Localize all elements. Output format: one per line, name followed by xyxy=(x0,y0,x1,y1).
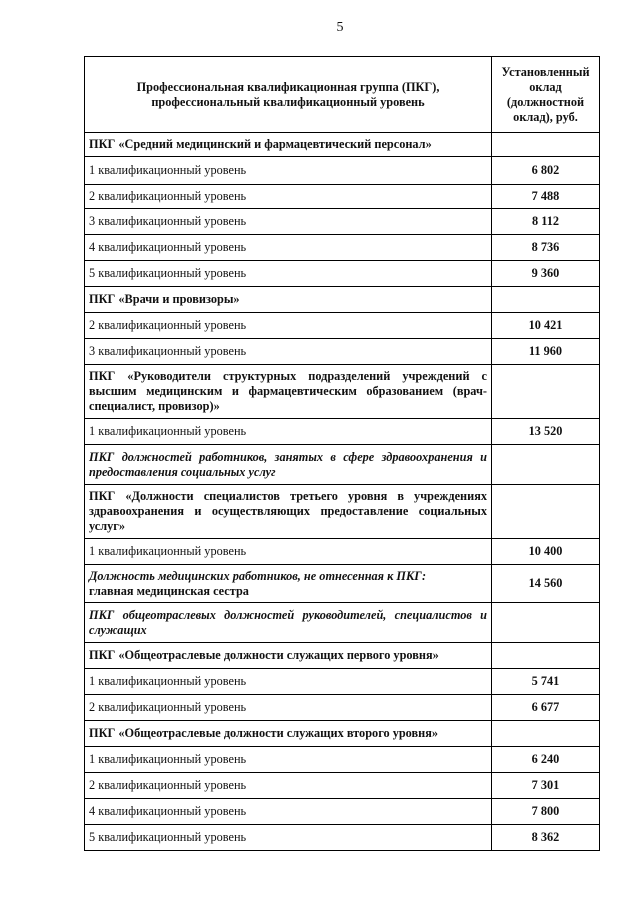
group-category-cell: ПКГ должностей работников, занятых в сфере здравоохранения и предоставления социальных услуг xyxy=(85,445,492,485)
level-name-cell: 1 квалификационный уровень xyxy=(85,539,492,565)
page-number: 5 xyxy=(336,20,344,35)
table-row xyxy=(85,565,600,603)
group-category-cell: ПКГ общеотраслевых должностей руководителей, специалистов и служащих xyxy=(85,603,492,643)
salary-cell xyxy=(492,603,600,643)
table-row xyxy=(85,261,600,287)
group-name-cell: ПКГ «Общеотраслевые должности служащих второго уровня» xyxy=(85,721,492,747)
level-name-cell: 2 квалификационный уровень xyxy=(85,313,492,339)
salary-cell: 10 400 xyxy=(492,539,600,565)
salary-cell xyxy=(492,721,600,747)
level-name-cell: 1 квалификационный уровень xyxy=(85,747,492,773)
salary-cell xyxy=(492,287,600,313)
group-name-cell: ПКГ «Должности специалистов третьего уровня в учреждениях здравоохранения и осуществляющих предоставление социальных услуг» xyxy=(85,485,492,539)
table-row xyxy=(85,339,600,365)
level-name-cell: 4 квалификационный уровень xyxy=(85,799,492,825)
group-name-cell: ПКГ «Общеотраслевые должности служащих первого уровня» xyxy=(85,643,492,669)
table-row xyxy=(85,209,600,235)
table-row xyxy=(85,669,600,695)
salary-cell: 6 240 xyxy=(492,747,600,773)
salary-cell xyxy=(492,643,600,669)
salary-cell: 6 802 xyxy=(492,157,600,185)
position-category-label: Должность медицинских работников, не отнесенная к ПКГ: xyxy=(89,568,427,583)
salary-cell: 11 960 xyxy=(492,339,600,365)
salary-cell: 8 736 xyxy=(492,235,600,261)
salary-cell: 7 488 xyxy=(492,185,600,209)
level-name-cell: 5 квалификационный уровень xyxy=(85,825,492,851)
level-name-cell: 3 квалификационный уровень xyxy=(85,339,492,365)
table-row xyxy=(85,825,600,851)
salary-cell: 14 560 xyxy=(492,565,600,603)
header-salary-column: Установленный оклад (должностной оклад), руб. xyxy=(492,57,600,133)
group-name-cell: ПКГ «Средний медицинский и фармацевтический персонал» xyxy=(85,133,492,157)
position-name-cell xyxy=(85,565,492,603)
salary-cell: 7 301 xyxy=(492,773,600,799)
level-name-cell: 1 квалификационный уровень xyxy=(85,419,492,445)
group-name-cell: ПКГ «Врачи и провизоры» xyxy=(85,287,492,313)
level-name-cell: 2 квалификационный уровень xyxy=(85,185,492,209)
table-row xyxy=(85,185,600,209)
salary-cell: 10 421 xyxy=(492,313,600,339)
level-name-cell: 2 квалификационный уровень xyxy=(85,773,492,799)
group-name-cell: ПКГ «Руководители структурных подразделений учреждений с высшим медицинским и фармацевтическим образованием (врач-специалист, провизор)» xyxy=(85,365,492,419)
table-row xyxy=(85,747,600,773)
salary-cell: 8 112 xyxy=(492,209,600,235)
level-name-cell: 1 квалификационный уровень xyxy=(85,669,492,695)
table-row xyxy=(85,603,600,643)
salary-cell: 13 520 xyxy=(492,419,600,445)
level-name-cell: 5 квалификационный уровень xyxy=(85,261,492,287)
level-name-cell: 3 квалификационный уровень xyxy=(85,209,492,235)
table-row xyxy=(85,419,600,445)
salary-table xyxy=(84,56,600,851)
table-row xyxy=(85,695,600,721)
table-body xyxy=(85,133,600,851)
table-row xyxy=(85,313,600,339)
table-header-row xyxy=(85,57,600,133)
salary-cell xyxy=(492,445,600,485)
level-name-cell: 1 квалификационный уровень xyxy=(85,157,492,185)
table-row xyxy=(85,445,600,485)
salary-cell: 7 800 xyxy=(492,799,600,825)
level-name-cell: 2 квалификационный уровень xyxy=(85,695,492,721)
table-row xyxy=(85,799,600,825)
table-row xyxy=(85,485,600,539)
table-row xyxy=(85,157,600,185)
salary-cell: 9 360 xyxy=(492,261,600,287)
table-row xyxy=(85,539,600,565)
table-row xyxy=(85,773,600,799)
level-name-cell: 4 квалификационный уровень xyxy=(85,235,492,261)
salary-cell xyxy=(492,365,600,419)
table-row xyxy=(85,235,600,261)
salary-cell: 6 677 xyxy=(492,695,600,721)
position-title-label: главная медицинская сестра xyxy=(89,583,249,598)
salary-cell xyxy=(492,133,600,157)
salary-cell: 8 362 xyxy=(492,825,600,851)
table-row xyxy=(85,133,600,157)
salary-cell xyxy=(492,485,600,539)
table-row xyxy=(85,643,600,669)
table-row xyxy=(85,721,600,747)
salary-cell: 5 741 xyxy=(492,669,600,695)
header-group-column: Профессиональная квалификационная группа (ПКГ), профессиональный квалификационный уровень xyxy=(85,57,492,133)
table-row xyxy=(85,365,600,419)
table-row xyxy=(85,287,600,313)
